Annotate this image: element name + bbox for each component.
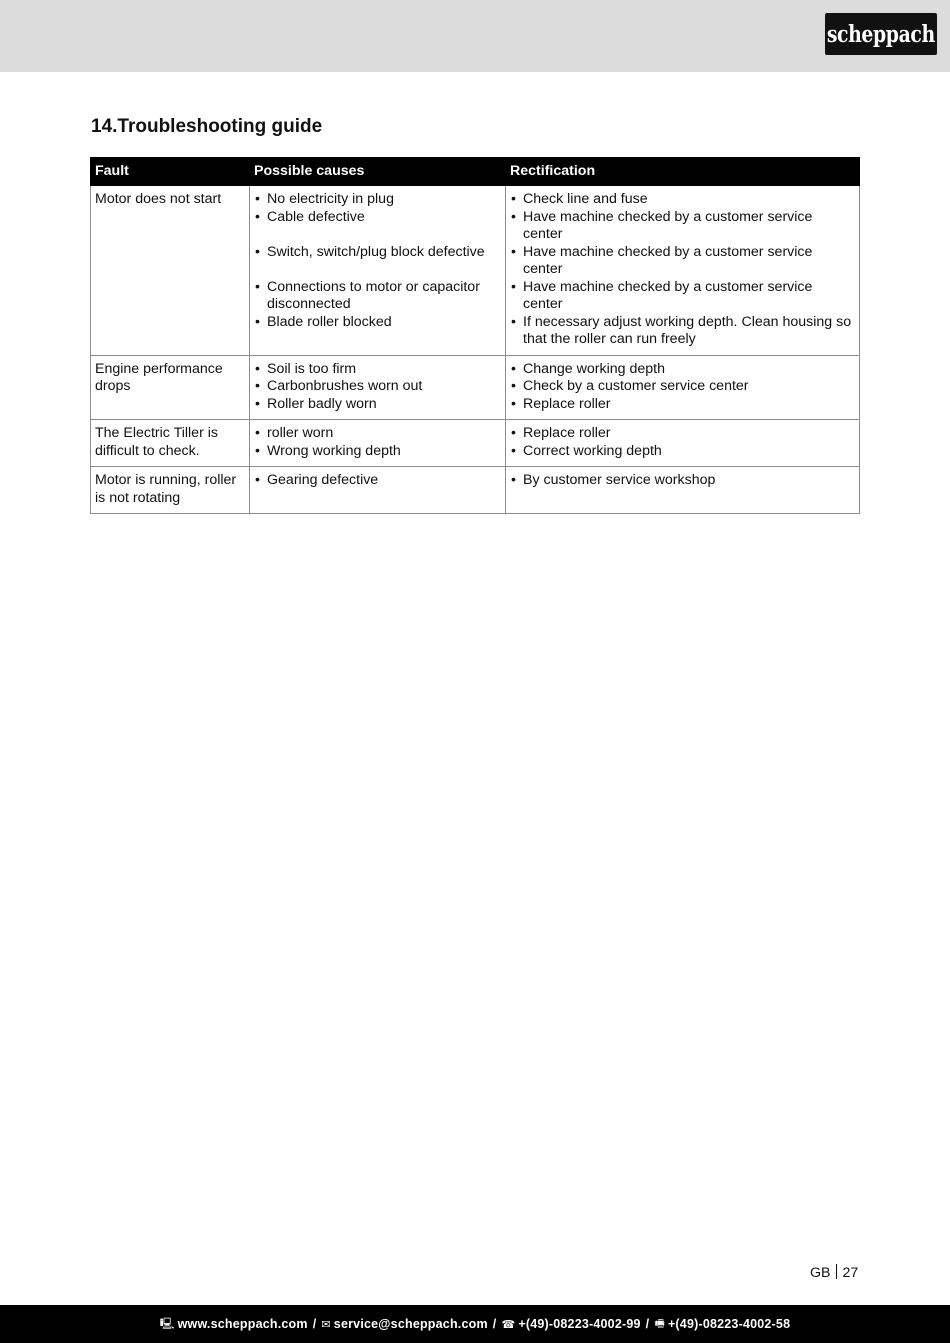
phone-icon: ☎ [501, 1318, 516, 1331]
scheppach-logo [825, 13, 937, 55]
cause-item: • Blade roller blocked [254, 314, 501, 332]
logo-text: scheppach [827, 20, 935, 48]
rectification-item: • Correct working depth [510, 443, 855, 461]
cause-item: • No electricity in plug [254, 191, 501, 209]
cause-item: • Gearing defective [254, 472, 501, 490]
causes-cell [250, 355, 506, 420]
causes-cell [250, 186, 506, 356]
rectification-cell [506, 355, 860, 420]
section-title: 14.Troubleshooting guide [91, 116, 323, 137]
troubleshooting-table [90, 157, 860, 514]
page-number-divider [836, 1264, 837, 1279]
footer-contact-bar [0, 1305, 950, 1343]
computer-icon: 🖳 [159, 1317, 175, 1330]
page-number [810, 1264, 858, 1281]
cause-item: • Soil is too firm [254, 361, 501, 379]
header-rectification: Rectification [506, 158, 860, 186]
cause-item: • Switch, switch/plug block defective [254, 244, 501, 262]
cause-item: • Cable defective [254, 209, 501, 227]
fault-cell: Motor does not start [91, 186, 250, 356]
cause-item: • Carbonbrushes worn out [254, 378, 501, 396]
causes-cell [250, 467, 506, 514]
rectification-cell [506, 186, 860, 356]
footer-fax: +(49)-08223-4002-58 [667, 1317, 791, 1331]
footer-phone: +(49)-08223-4002-99 [518, 1317, 641, 1331]
cause-item: • Roller badly worn [254, 396, 501, 414]
page-number-value: 27 [842, 1265, 859, 1281]
rectification-item: • Check line and fuse [510, 191, 855, 209]
table-row [91, 467, 860, 514]
rectification-item: • By customer service workshop [510, 472, 855, 490]
rectification-item: • Change working depth [510, 361, 855, 379]
causes-cell [250, 420, 506, 467]
language-code: GB [810, 1265, 831, 1281]
cause-item: • roller worn [254, 425, 501, 443]
header-band [0, 0, 950, 72]
mail-icon: ✉ [321, 1318, 331, 1331]
rectification-cell [506, 467, 860, 514]
fault-cell: The Electric Tiller is difficult to check. [91, 420, 250, 467]
rectification-item: • Have machine checked by a customer service center [510, 244, 855, 279]
rectification-item: • If necessary adjust working depth. Clean housing so that the roller can run freely [510, 314, 855, 349]
table-header-row [91, 158, 860, 186]
footer-separator: / [312, 1317, 317, 1331]
rectification-item: • Have machine checked by a customer service center [510, 209, 855, 244]
rectification-item: • Check by a customer service center [510, 378, 855, 396]
rectification-item: • Replace roller [510, 396, 855, 414]
table-row [91, 355, 860, 420]
rectification-cell [506, 420, 860, 467]
header-fault: Fault [91, 158, 250, 186]
table-row [91, 420, 860, 467]
rectification-item: • Have machine checked by a customer service center [510, 279, 855, 314]
footer-separator: / [492, 1317, 497, 1331]
cause-item: • Wrong working depth [254, 443, 501, 461]
footer-separator: / [645, 1317, 650, 1331]
footer-email-link[interactable]: service@scheppach.com [333, 1317, 488, 1331]
header-possible-causes: Possible causes [250, 158, 506, 186]
cause-item: • Connections to motor or capacitor disconnected [254, 279, 501, 314]
fault-cell: Engine performance drops [91, 355, 250, 420]
fax-icon: 🖷 [654, 1317, 665, 1330]
fault-cell: Motor is running, roller is not rotating [91, 467, 250, 514]
rectification-item: • Replace roller [510, 425, 855, 443]
footer-website-link[interactable]: www.scheppach.com [177, 1317, 308, 1331]
table-row [91, 186, 860, 356]
